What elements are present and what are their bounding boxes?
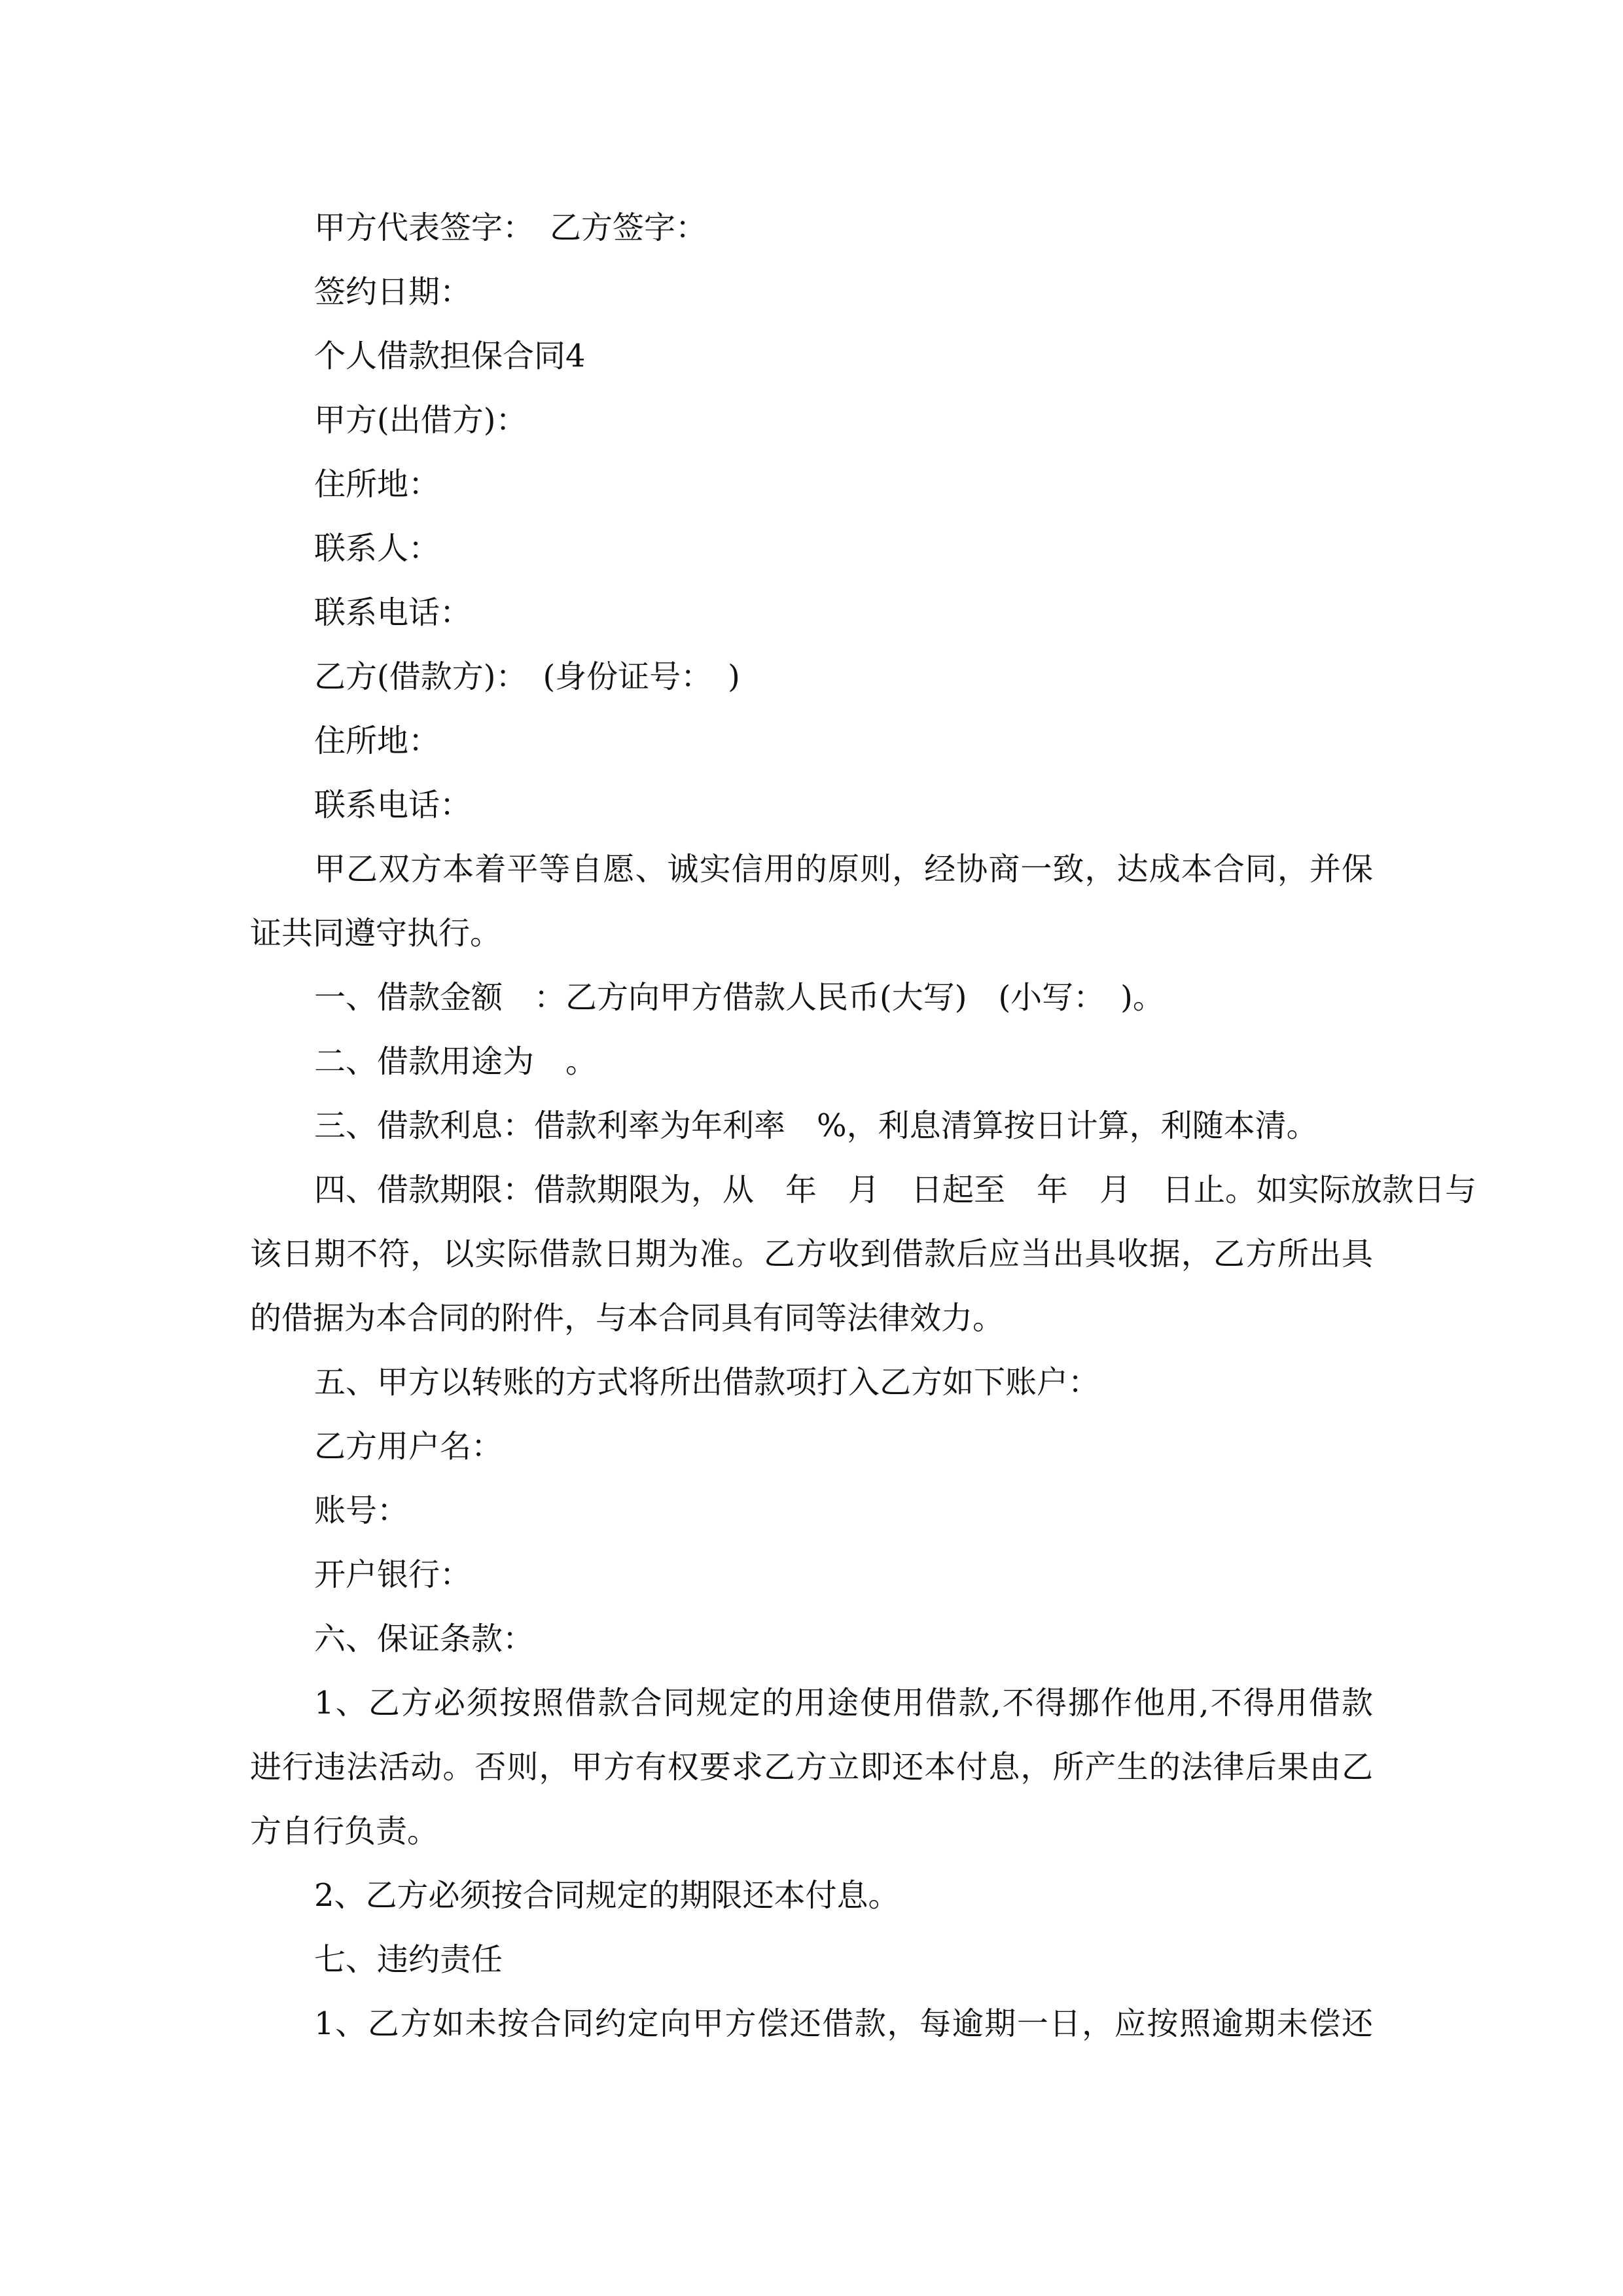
- preamble-line-1: 甲乙双方本着平等自愿、诚实信用的原则，经协商一致，达成本合同，并保: [314, 851, 1373, 888]
- clause-1-amount: 一、借款金额 ：乙方向甲方借款人民币(大写) (小写： )。: [314, 979, 1164, 1016]
- borrower-phone: 联系电话：: [314, 787, 472, 823]
- clause-6-heading: 六、保证条款：: [314, 1621, 535, 1657]
- clause-6-item-2: 2、乙方必须按合同规定的期限还本付息。: [314, 1877, 900, 1914]
- lender-contact: 联系人：: [314, 530, 440, 567]
- clause-4-term-line-2: 该日期不符，以实际借款日期为准。乙方收到借款后应当出具收据，乙方所出具: [250, 1236, 1373, 1272]
- borrower-label: 乙方(借款方)： (身份证号： ): [314, 658, 740, 695]
- document-title: 个人借款担保合同4: [314, 338, 586, 374]
- borrower-address: 住所地：: [314, 723, 440, 759]
- clause-5-transfer: 五、甲方以转账的方式将所出借款项打入乙方如下账户：: [314, 1364, 1100, 1401]
- signature-line: 甲方代表签字： 乙方签字：: [314, 209, 707, 246]
- clause-6-item-1-line-3: 方自行负责。: [250, 1813, 439, 1850]
- clause-4-term-line-1: 四、借款期限：借款期限为，从 年 月 日起至 年 月 日止。如实际放款日与: [314, 1172, 1477, 1208]
- account-number: 账号：: [314, 1492, 409, 1529]
- lender-label: 甲方(出借方)：: [314, 402, 527, 439]
- lender-phone: 联系电话：: [314, 594, 472, 631]
- lender-address: 住所地：: [314, 466, 440, 503]
- account-name: 乙方用户名：: [314, 1428, 503, 1465]
- clause-7-item-1-line-1: 1、乙方如未按合同约定向甲方偿还借款，每逾期一日，应按照逾期未偿还: [314, 2005, 1373, 2042]
- clause-4-term-line-3: 的借据为本合同的附件，与本合同具有同等法律效力。: [250, 1300, 1005, 1336]
- preamble-line-2: 证共同遵守执行。: [250, 915, 502, 952]
- clause-2-purpose: 二、借款用途为 。: [314, 1043, 597, 1080]
- account-bank: 开户银行：: [314, 1556, 472, 1593]
- signing-date: 签约日期：: [314, 274, 472, 310]
- clause-7-heading: 七、违约责任: [314, 1941, 503, 1978]
- clause-6-item-1-line-2: 进行违法活动。否则，甲方有权要求乙方立即还本付息，所产生的法律后果由乙: [250, 1749, 1373, 1785]
- clause-6-item-1-line-1: 1、乙方必须按照借款合同规定的用途使用借款,不得挪作他用,不得用借款: [314, 1685, 1373, 1721]
- clause-3-interest: 三、借款利息：借款利率为年利率 %，利息清算按日计算，利随本清。: [314, 1107, 1318, 1144]
